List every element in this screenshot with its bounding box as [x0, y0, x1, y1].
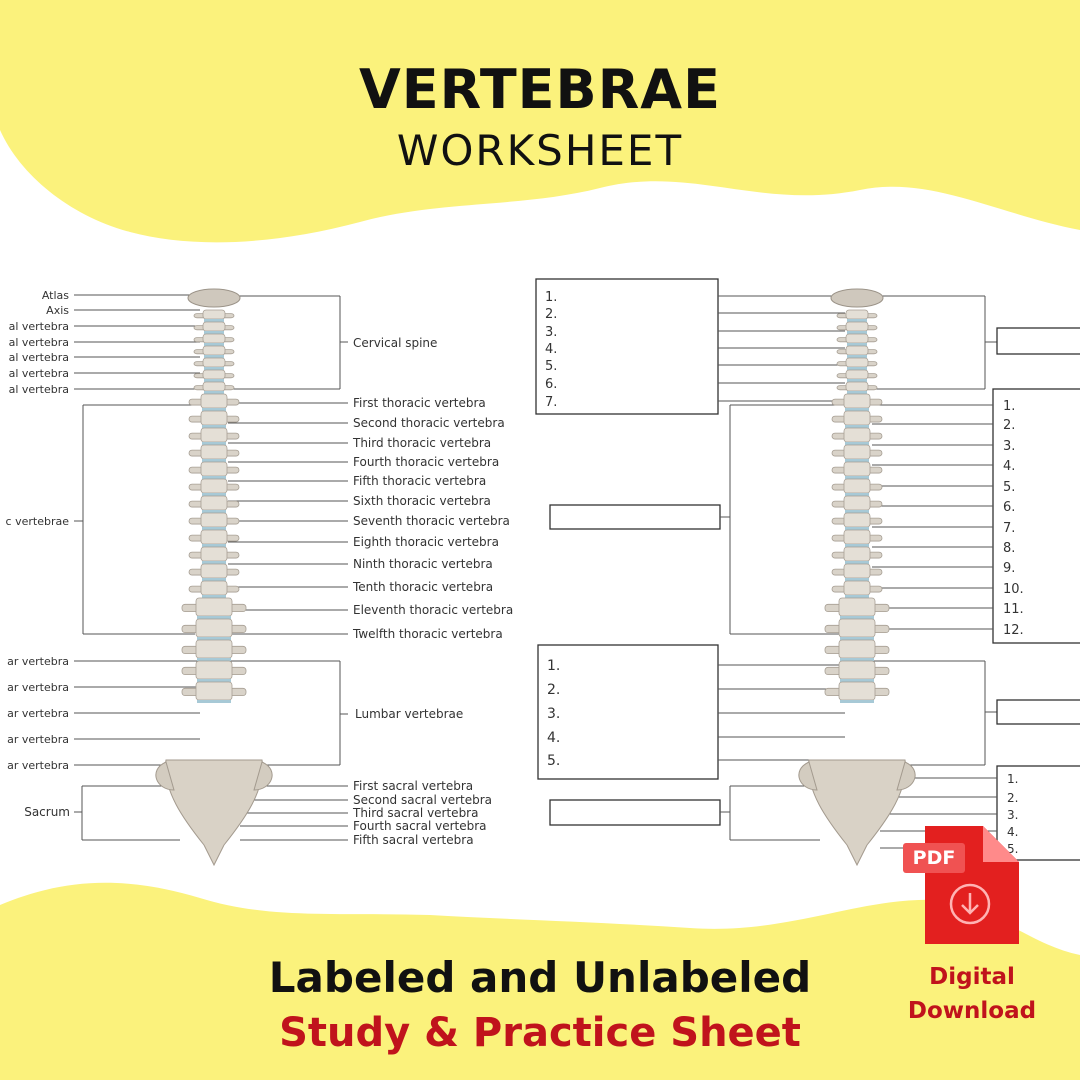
blank-number: 3. — [545, 325, 558, 340]
blank-number: 4. — [545, 342, 558, 357]
blank-number: 3. — [547, 706, 561, 722]
page-subtitle: WORKSHEET — [396, 126, 684, 175]
blank-number: 1. — [547, 658, 561, 674]
blank-number: 2. — [1003, 418, 1016, 433]
thoracic-vertebra-label: Twelfth thoracic vertebra — [353, 627, 503, 641]
blank-number: 3. — [1007, 808, 1019, 822]
cervical-vertebra-label: al vertebra — [8, 367, 69, 380]
download-text: Download — [907, 998, 1037, 1024]
lumbar-vertebrae-label: Lumbar vertebrae — [355, 707, 464, 721]
blank-number: 5. — [545, 359, 558, 374]
footer-line-1: Labeled and Unlabeled — [268, 953, 812, 1002]
blank-number: 6. — [1003, 500, 1016, 515]
blank-number: 5. — [1003, 480, 1016, 495]
thoracic-vertebra-label: Eleventh thoracic vertebra — [353, 603, 514, 617]
lumbar-vertebra-label: ar vertebra — [7, 759, 69, 772]
lumbar-answer-box — [538, 645, 718, 779]
digital-text: Digital — [929, 964, 1015, 990]
cervical-vertebra-label: al vertebra — [8, 320, 69, 333]
blank-number: 2. — [547, 682, 561, 698]
lumbar-vertebra-label: ar vertebra — [7, 655, 69, 668]
unlabeled-spine-illustration — [799, 289, 915, 865]
blank-number: 7. — [545, 395, 558, 410]
cervical-vertebra-label: al vertebra — [8, 383, 69, 396]
cervical-group-answer-box — [997, 328, 1080, 354]
blank-number: 4. — [1003, 459, 1016, 474]
cervical-answer-box — [536, 279, 718, 414]
blank-number: 1. — [1007, 772, 1019, 786]
thoracic-vertebra-label: Fifth thoracic vertebra — [353, 474, 487, 488]
blank-number: 6. — [545, 377, 558, 392]
blank-number: 8. — [1003, 541, 1016, 556]
sacral-vertebra-label: Third sacral vertebra — [353, 806, 479, 820]
thoracic-vertebra-label: Seventh thoracic vertebra — [353, 514, 510, 528]
lumbar-vertebra-label: ar vertebra — [7, 681, 69, 694]
blank-number: 11. — [1003, 602, 1024, 617]
footer-line-2: Study & Practice Sheet — [279, 1010, 801, 1056]
cervical-vertebra-label: Axis — [46, 304, 69, 317]
thoracic-group-answer-box — [550, 505, 720, 529]
thoracic-vertebra-label: Fourth thoracic vertebra — [353, 455, 500, 469]
thoracic-vertebra-label: Tenth thoracic vertebra — [353, 580, 494, 594]
blank-number: 4. — [547, 730, 561, 746]
sacrum-label: Sacrum — [24, 805, 70, 819]
blank-number: 2. — [545, 307, 558, 322]
cervical-vertebra-label: al vertebra — [8, 336, 69, 349]
cervical-spine-label: Cervical spine — [353, 336, 438, 350]
blank-number: 9. — [1003, 561, 1016, 576]
sacral-vertebra-label: Fifth sacral vertebra — [353, 833, 474, 847]
blank-number: 1. — [1003, 399, 1016, 414]
top-yellow-wave — [0, 0, 1080, 242]
sacral-vertebra-label: First sacral vertebra — [353, 779, 474, 793]
sacral-vertebra-label: Second sacral vertebra — [353, 793, 493, 807]
blank-number: 5. — [1007, 842, 1019, 856]
lumbar-group-answer-box — [997, 700, 1080, 724]
sacral-vertebra-label: Fourth sacral vertebra — [353, 819, 487, 833]
lumbar-vertebra-label: ar vertebra — [7, 707, 69, 720]
thoracic-group-label: c vertebrae — [5, 515, 69, 528]
thoracic-vertebra-label: Third thoracic vertebra — [353, 436, 492, 450]
blank-number: 2. — [1007, 791, 1019, 805]
blank-number: 1. — [545, 290, 558, 305]
lumbar-vertebra-label: ar vertebra — [7, 733, 69, 746]
blank-number: 10. — [1003, 582, 1024, 597]
blank-number: 5. — [547, 753, 561, 769]
pdf-badge: PDF — [903, 843, 965, 873]
thoracic-vertebra-label: Eighth thoracic vertebra — [353, 535, 499, 549]
labeled-spine-illustration — [156, 289, 272, 865]
page-title: VERTEBRAE — [359, 58, 721, 121]
thoracic-vertebra-label: Second thoracic vertebra — [353, 416, 505, 430]
blank-number: 3. — [1003, 439, 1016, 454]
thoracic-vertebra-label: First thoracic vertebra — [353, 396, 486, 410]
cervical-vertebra-label: al vertebra — [8, 351, 69, 364]
blank-number: 7. — [1003, 521, 1016, 536]
blank-number: 4. — [1007, 825, 1019, 839]
blank-number: 12. — [1003, 623, 1024, 638]
sacrum-group-answer-box — [550, 800, 720, 825]
cervical-vertebra-label: Atlas — [41, 289, 69, 302]
thoracic-vertebra-label: Ninth thoracic vertebra — [353, 557, 493, 571]
thoracic-vertebra-label: Sixth thoracic vertebra — [353, 494, 491, 508]
